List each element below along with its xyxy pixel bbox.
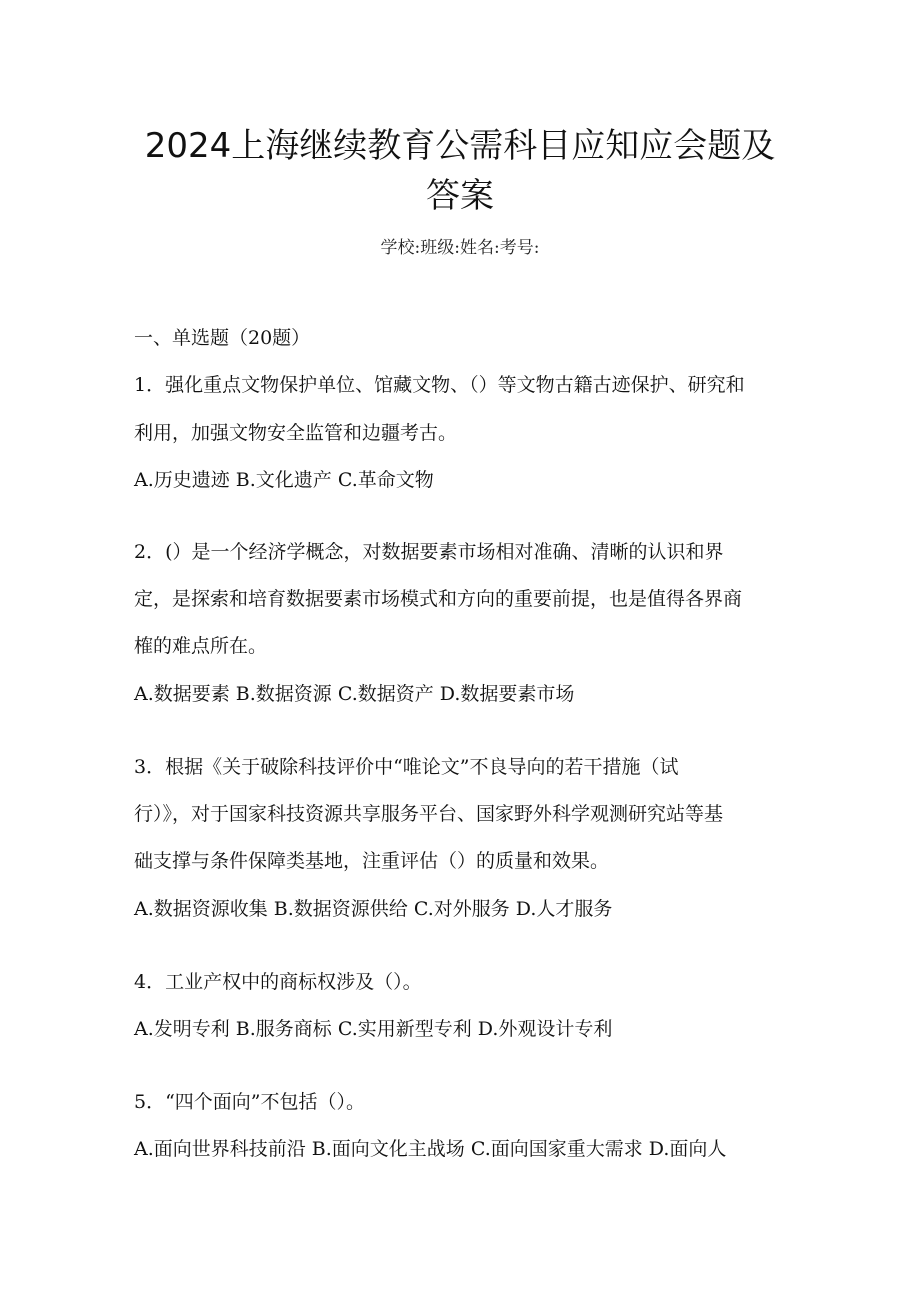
question-5-line-1: 5．“四个面向”不包括（）。 bbox=[134, 1091, 366, 1113]
section-heading: 一、单选题（20题） bbox=[134, 327, 311, 349]
question-1-options: A.历史遗迹 B.文化遗产 C.革命文物 bbox=[134, 469, 434, 491]
question-3-line-2: 行）》，对于国家科技资源共享服务平台、国家野外科学观测研究站等基 bbox=[134, 803, 724, 825]
question-4-options: A.发明专利 B.服务商标 C.实用新型专利 D.外观设计专利 bbox=[134, 1018, 613, 1040]
question-1-line-1: 1．强化重点文物保护单位、馆藏文物、（）等文物古籍古迹保护、研究和 bbox=[134, 374, 745, 396]
question-3-options: A.数据资源收集 B.数据资源供给 C.对外服务 D.人才服务 bbox=[134, 898, 613, 920]
question-4-line-1: 4．工业产权中的商标权涉及（）。 bbox=[134, 971, 422, 993]
question-5-options: A.面向世界科技前沿 B.面向文化主战场 C.面向国家重大需求 D.面向人 bbox=[134, 1138, 727, 1160]
question-3-line-3: 础支撑与条件保障类基地，注重评估（）的质量和效果。 bbox=[134, 850, 610, 872]
question-2-line-2: 定，是探索和培育数据要素市场模式和方向的重要前提，也是值得各界商 bbox=[134, 588, 743, 610]
question-2-line-1: 2．(）是一个经济学概念，对数据要素市场相对准确、清晰的认识和界 bbox=[134, 541, 724, 563]
question-2-line-3: 榷的难点所在。 bbox=[134, 635, 268, 657]
document-title-line-2: 答案 bbox=[426, 176, 494, 216]
student-info-line: 学校:班级:姓名:考号: bbox=[380, 238, 540, 258]
question-2-options: A.数据要素 B.数据资源 C.数据资产 D.数据要素市场 bbox=[134, 683, 575, 705]
question-1-line-2: 利用，加强文物安全监管和边疆考古。 bbox=[134, 422, 458, 444]
question-3-line-1: 3．根据《关于破除科技评价中“唯论文”不良导向的若干措施（试 bbox=[134, 756, 679, 778]
document-title-line-1: 2024上海继续教育公需科目应知应会题及 bbox=[144, 126, 776, 166]
